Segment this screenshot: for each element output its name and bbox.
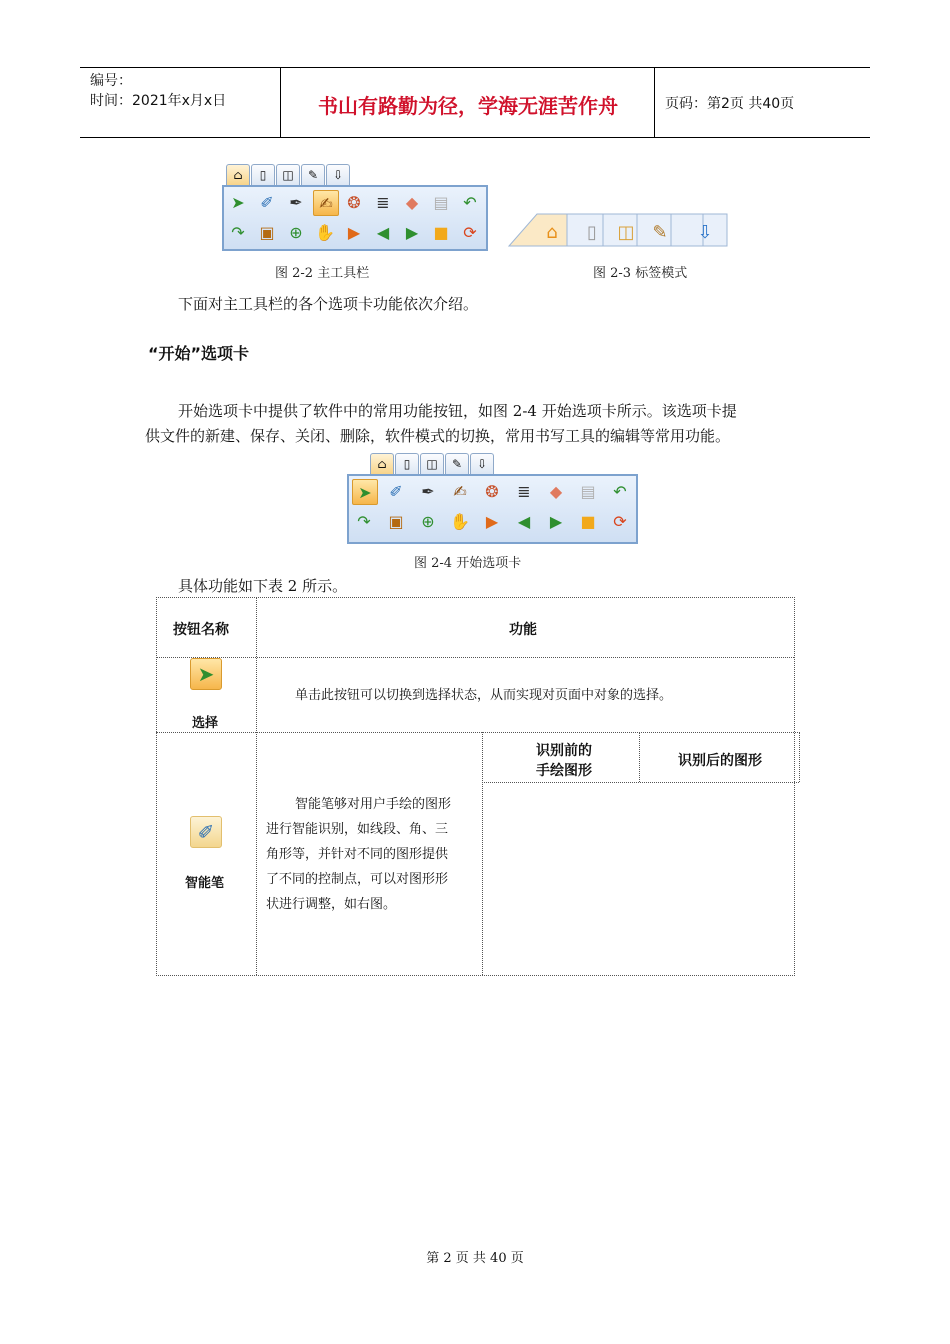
smart-pen-icon: ✐	[260, 192, 274, 212]
resource-tab-icon: ◫	[420, 453, 444, 474]
page-footer: 第 2 页 共 40 页	[426, 1251, 524, 1266]
page-tab-icon: ▯	[251, 164, 275, 185]
tools-icon: ✎	[652, 221, 668, 243]
page-tab-icon: ▯	[395, 453, 419, 474]
new-page-icon: ⊕	[421, 511, 435, 531]
row-select-desc: 单击此按钮可以切换到选择状态，从而实现对页面中对象的选择。	[295, 688, 673, 703]
smart-pen-icon: ✐	[389, 481, 403, 501]
home-icon: ⌂	[546, 221, 558, 243]
section-paragraph-line2: 供文件的新建、保存、关闭、删除，软件模式的切换，常用书写工具的编辑等常用功能。	[145, 427, 731, 445]
clear-page-icon: ▤	[580, 481, 596, 501]
main-toolbar	[222, 185, 488, 251]
row-smart-pen-desc-line5: 状进行调整，如右图。	[266, 897, 397, 912]
eraser-icon: ◆	[549, 481, 563, 501]
undo-icon: ↶	[613, 481, 627, 501]
hand-icon: ✋	[315, 222, 335, 242]
table-divider	[482, 732, 483, 975]
header-page-label: 页码：第2页 共40页	[665, 96, 795, 112]
play-icon: ▶	[347, 222, 361, 242]
table-intro: 具体功能如下表 2 所示。	[178, 577, 348, 595]
clear-page-icon: ▤	[433, 192, 449, 212]
row-select-name: 选择	[192, 716, 219, 731]
start-toolbar-tabs	[370, 453, 495, 474]
table-divider	[256, 597, 257, 975]
palette-icon: ❂	[347, 192, 361, 212]
new-page-icon: ⊕	[289, 222, 303, 242]
header-motto: 书山有路勤为径，学海无涯苦作舟	[318, 94, 618, 118]
row-smart-pen-desc-line4: 了不同的控制点，可以对图形形	[266, 872, 449, 887]
redo-icon: ↷	[357, 511, 371, 531]
marker-icon: ✒	[421, 481, 435, 501]
export-tab-icon: ⇩	[470, 453, 494, 474]
before-shape-header-line1: 识别前的	[536, 743, 592, 759]
row-smart-pen-name: 智能笔	[185, 876, 225, 891]
table-divider	[639, 732, 640, 782]
toolbar-tabs	[226, 164, 351, 185]
toolbar-icon-grid	[226, 190, 513, 246]
line-style-icon: ≣	[376, 192, 390, 212]
header-divider	[654, 68, 655, 137]
redo-icon: ↷	[231, 222, 245, 242]
next-page-icon: ▶	[549, 511, 563, 531]
page-icon: ▯	[587, 221, 597, 243]
table-divider	[156, 732, 800, 733]
export-tab-icon: ⇩	[326, 164, 350, 185]
section-title: “开始”选项卡	[148, 344, 250, 363]
before-shape-header-line2: 手绘图形	[536, 763, 592, 779]
table-divider	[799, 732, 800, 782]
function-table	[156, 597, 795, 976]
select-arrow-icon: ➤	[231, 192, 245, 212]
header-left	[90, 71, 226, 111]
header-divider	[280, 68, 281, 137]
time-label: 时间：2021年x月x日	[90, 93, 227, 109]
table-divider	[482, 782, 799, 783]
refresh-icon: ⟳	[613, 511, 627, 531]
table-divider	[156, 657, 794, 658]
brush-icon: ✍	[453, 481, 467, 501]
undo-icon: ↶	[463, 192, 477, 212]
tools-tab-icon: ✎	[445, 453, 469, 474]
line-style-icon: ≣	[517, 481, 531, 501]
figure-2-4-caption: 图 2-4 开始选项卡	[414, 556, 522, 571]
figure-2-3-caption: 图 2-3 标签模式	[593, 266, 688, 281]
start-toolbar-icon-grid	[352, 479, 637, 535]
tools-tab-icon: ✎	[301, 164, 325, 185]
edit-icon: ▣	[388, 511, 404, 531]
previous-page-icon: ◀	[376, 222, 390, 242]
eraser-icon: ◆	[405, 192, 419, 212]
next-page-icon: ▶	[405, 222, 419, 242]
row-smart-pen-desc-line1: 智能笔够对用户手绘的图形	[295, 797, 452, 812]
previous-page-icon: ◀	[517, 511, 531, 531]
figure-2-2-caption: 图 2-2 主工具栏	[275, 266, 370, 281]
marker-icon: ✒	[289, 192, 303, 212]
home-tab-icon: ⌂	[226, 164, 250, 185]
palette-icon: ❂	[485, 481, 499, 501]
section-paragraph-line1: 开始选项卡中提供了软件中的常用功能按钮，如图 2-4 开始选项卡所示。该选项卡提	[178, 402, 737, 420]
select-arrow-icon: ➤	[190, 658, 222, 690]
play-icon: ▶	[485, 511, 499, 531]
export-icon: ⇩	[697, 221, 713, 243]
resource-tab-icon: ◫	[276, 164, 300, 185]
edit-icon: ▣	[259, 222, 275, 242]
intro-text: 下面对主工具栏的各个选项卡功能依次介绍。	[178, 295, 479, 313]
resource-icon: ◫	[617, 221, 635, 243]
row-smart-pen-desc-line2: 进行智能识别，如线段、角、三	[266, 822, 449, 837]
hand-icon: ✋	[450, 511, 470, 531]
col-header-name: 按钮名称	[173, 622, 229, 638]
row-smart-pen-desc-line3: 角形等，并针对不同的图形提供	[266, 847, 449, 862]
page-header	[80, 67, 870, 138]
folder-icon: ■	[580, 511, 596, 531]
select-arrow-icon: ➤	[352, 479, 378, 505]
col-header-function: 功能	[509, 622, 537, 638]
after-shape-header: 识别后的图形	[678, 753, 762, 769]
smart-pen-icon: ✐	[190, 816, 222, 848]
refresh-icon: ⟳	[463, 222, 477, 242]
home-tab-icon: ⌂	[370, 453, 394, 474]
brush-icon: ✍	[313, 190, 339, 216]
number-label: 编号：	[90, 73, 132, 89]
folder-icon: ■	[433, 222, 449, 242]
start-toolbar	[347, 474, 638, 544]
